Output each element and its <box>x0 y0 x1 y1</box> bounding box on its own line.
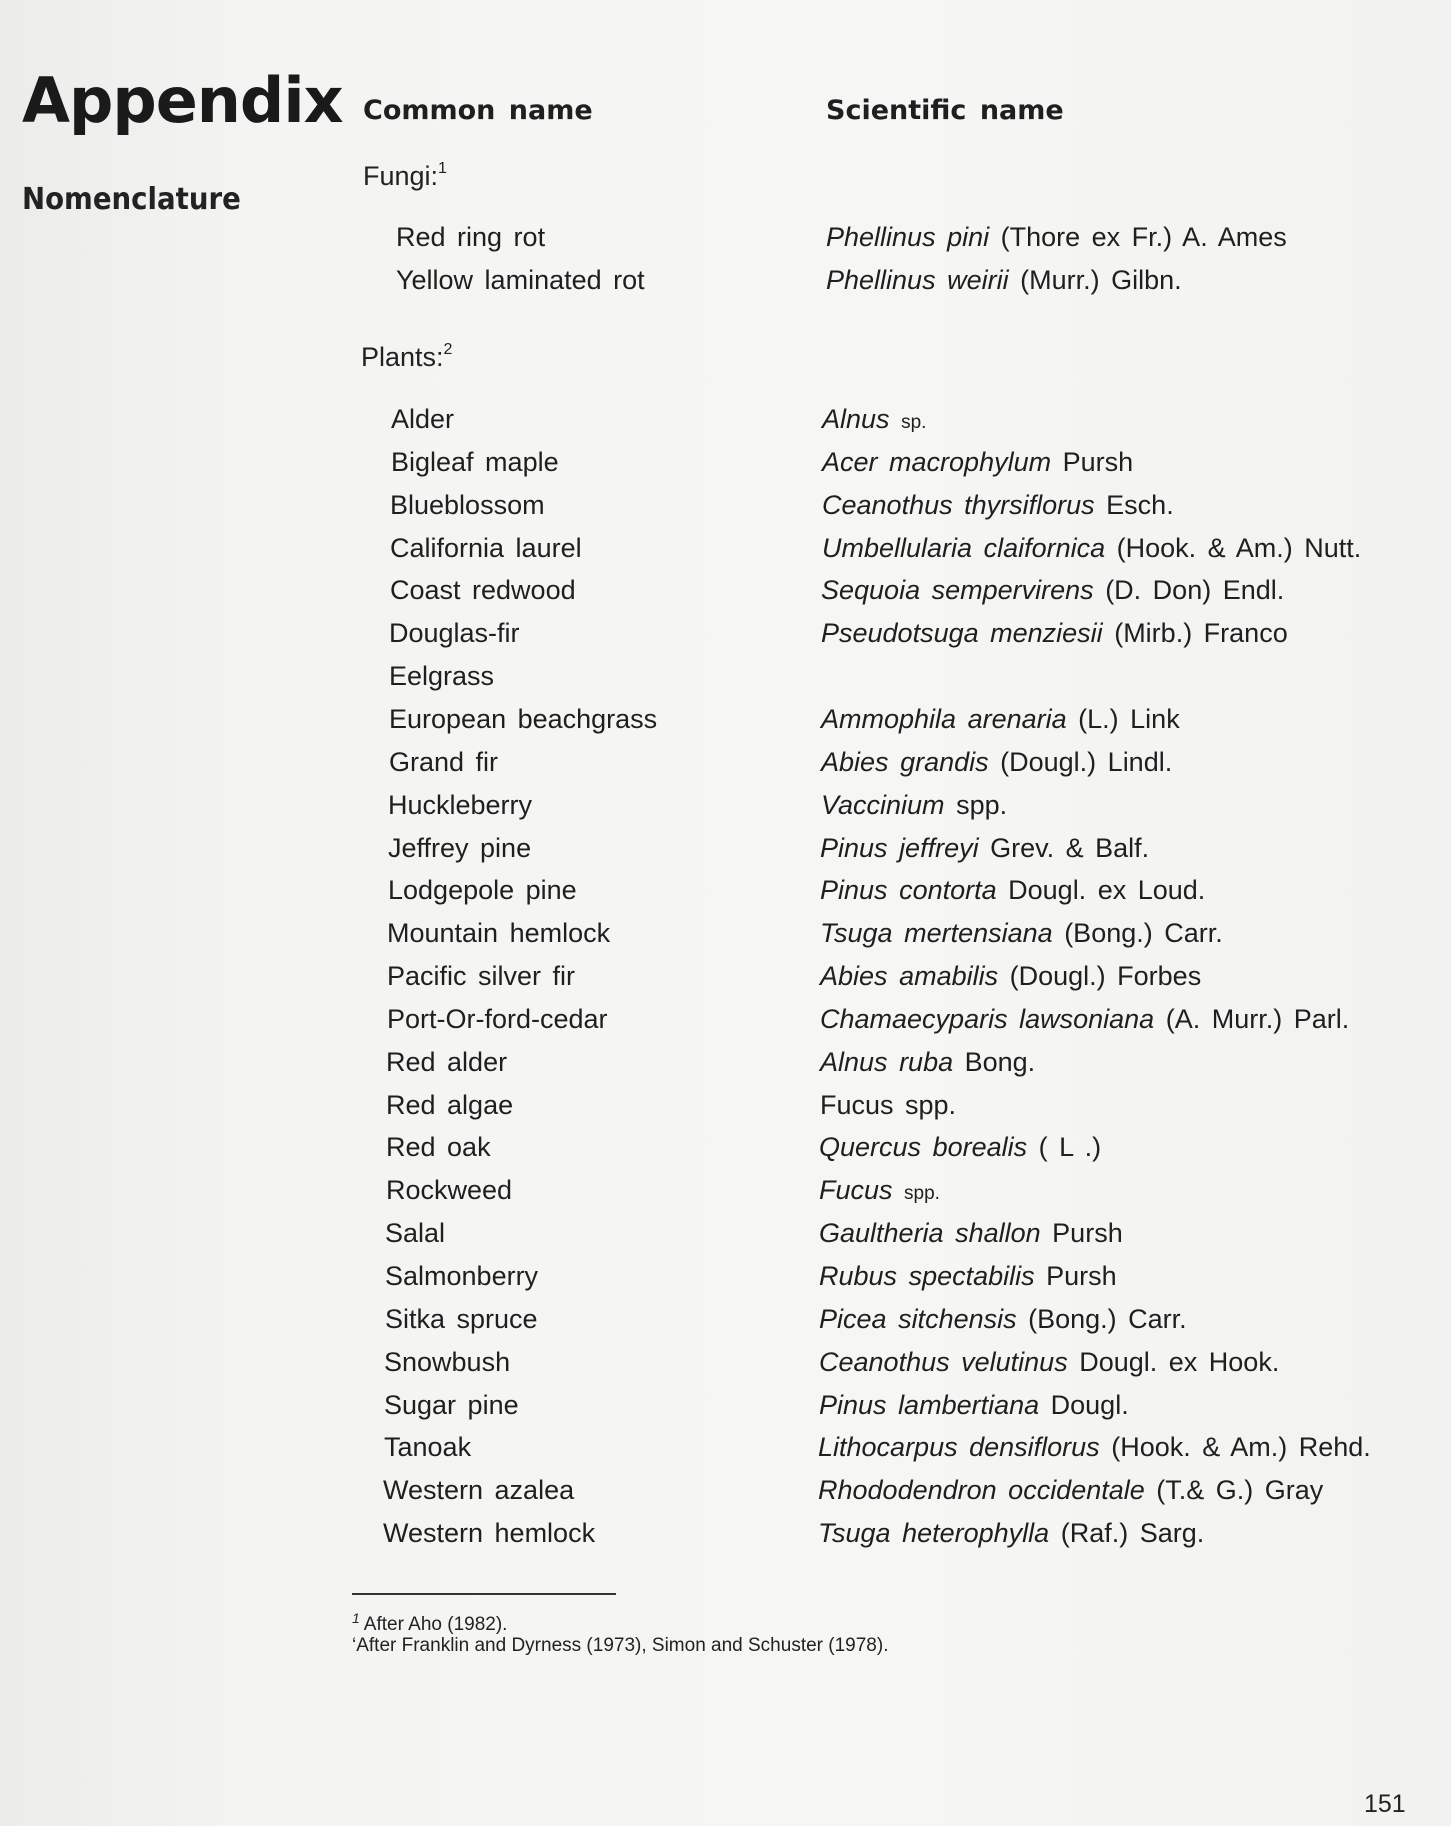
common-name: Yellow laminated rot <box>396 265 645 295</box>
authority-citation: (Raf.) Sarg. <box>1060 1518 1205 1548</box>
genus-name: Rhododendron <box>818 1475 997 1505</box>
species-epithet: claifornica <box>983 533 1106 563</box>
species-epithet: densiflorus <box>969 1432 1100 1462</box>
genus-name: Ceanothus <box>819 1347 950 1377</box>
scientific-name <box>822 533 1361 564</box>
species-epithet: velutinus <box>961 1347 1068 1377</box>
scientific-name <box>821 790 1007 821</box>
footnote-2-text: ‘After Franklin and Dyrness (1973), Simon and Schuster (1978). <box>352 1635 889 1656</box>
species-epithet: shallon <box>955 1218 1041 1248</box>
plants-label: Plants: <box>361 342 444 372</box>
scientific-name <box>820 961 1201 992</box>
species-epithet: mertensiana <box>904 918 1053 948</box>
species-epithet: ruba <box>899 1047 954 1077</box>
authority-citation: (T.& G.) Gray <box>1156 1475 1324 1505</box>
common-name: Snowbush <box>384 1347 511 1377</box>
genus-name: Quercus <box>819 1132 922 1162</box>
species-epithet: sempervirens <box>931 575 1094 605</box>
authority-citation: Pursh <box>1046 1261 1117 1291</box>
scientific-name <box>819 1218 1123 1249</box>
footnote-1 <box>352 1610 507 1636</box>
scientific-name <box>822 490 1174 521</box>
scientific-name <box>820 1090 956 1121</box>
authority-citation: Esch. <box>1106 490 1174 520</box>
footnote-1-mark: 1 <box>352 1610 360 1626</box>
genus-name: Sequoia <box>821 575 921 605</box>
authority-citation: (Hook. & Am.) Rehd. <box>1111 1432 1371 1462</box>
species-epithet: occidentale <box>1008 1475 1145 1505</box>
authority-citation: Pursh <box>1062 447 1134 477</box>
scientific-name <box>821 575 1284 606</box>
common-name: Jeffrey pine <box>388 833 532 863</box>
genus-name: Alnus <box>820 1047 888 1077</box>
scientific-name <box>820 833 1149 864</box>
scientific-name-header: Scientific name <box>826 95 1064 126</box>
genus-name: Rubus <box>819 1261 898 1291</box>
small-abbreviation: spp. <box>904 1183 940 1204</box>
fungi-label: Fungi: <box>363 161 439 191</box>
species-epithet: thyrsiflorus <box>964 490 1095 520</box>
scientific-name <box>819 1304 1187 1335</box>
scientific-name <box>822 447 1133 478</box>
page-number: 151 <box>1364 1790 1406 1818</box>
authority-citation: (Dougl.) Forbes <box>1009 961 1202 991</box>
species-epithet: borealis <box>932 1132 1028 1162</box>
scientific-name <box>826 222 1287 253</box>
species-epithet: spectabilis <box>908 1261 1035 1291</box>
scientific-name <box>818 1432 1371 1463</box>
common-name: Tanoak <box>384 1432 472 1462</box>
common-name: Coast redwood <box>390 575 576 605</box>
genus-name: Abies <box>820 961 888 991</box>
common-name: Pacific silver fir <box>387 961 576 991</box>
plants-group-label <box>361 341 452 373</box>
genus-name: Pinus <box>820 833 888 863</box>
authority-citation: Dougl. ex Hook. <box>1079 1347 1280 1377</box>
genus-name: Picea <box>819 1304 887 1334</box>
common-name: Huckleberry <box>388 790 533 820</box>
scientific-name <box>819 1347 1279 1378</box>
scientific-name <box>822 404 926 435</box>
scientific-name <box>819 1390 1129 1421</box>
species-epithet: arenaria <box>967 704 1067 734</box>
genus-name: Chamaecyparis <box>820 1004 1008 1034</box>
genus-name: Acer <box>822 447 878 477</box>
common-name: Sitka spruce <box>385 1304 538 1334</box>
authority-citation: ( L .) <box>1038 1132 1102 1162</box>
authority-citation: (Mirb.) Franco <box>1114 618 1288 648</box>
genus-name: Pseudotsuga <box>821 618 979 648</box>
species-epithet: jeffreyi <box>899 833 979 863</box>
authority-citation: spp. <box>956 790 1008 820</box>
genus-name: Vaccinium <box>821 790 945 820</box>
genus-name: Tsuga <box>818 1518 891 1548</box>
common-name: Red oak <box>386 1132 491 1162</box>
species-epithet: heterophylla <box>902 1518 1050 1548</box>
genus-name: Tsuga <box>820 918 893 948</box>
common-name-header: Common name <box>363 95 593 126</box>
species-epithet: lambertiana <box>898 1390 1040 1420</box>
genus-name: Gaultheria <box>819 1218 944 1248</box>
species-epithet: grandis <box>900 747 989 777</box>
species-epithet: lawsoniana <box>1019 1004 1155 1034</box>
genus-name: Fucus <box>819 1175 893 1205</box>
authority-citation: (Bong.) Carr. <box>1064 918 1223 948</box>
genus-name: Phellinus <box>826 222 936 252</box>
species-epithet: pini <box>947 222 990 252</box>
scientific-name <box>821 704 1180 735</box>
genus-name: Umbellularia <box>822 533 973 563</box>
section-title: Nomenclature <box>22 182 241 217</box>
footnote-1-text: After Aho (1982). <box>363 1614 508 1635</box>
genus-name: Ceanothus <box>822 490 953 520</box>
common-name: Alder <box>391 404 455 434</box>
authority-citation: (L.) Link <box>1078 704 1180 734</box>
species-epithet: sitchensis <box>898 1304 1017 1334</box>
scientific-name <box>820 918 1223 949</box>
common-name: Salal <box>385 1218 446 1248</box>
common-name: Rockweed <box>386 1175 513 1205</box>
authority-citation: (Murr.) Gilbn. <box>1020 265 1182 295</box>
common-name: Sugar pine <box>384 1390 519 1420</box>
genus-name: Pinus <box>819 1390 887 1420</box>
species-epithet: amabilis <box>899 961 999 991</box>
authority-citation: Bong. <box>964 1047 1036 1077</box>
common-name: Red ring rot <box>396 222 546 252</box>
scientific-name <box>819 1132 1101 1163</box>
scientific-name <box>818 1475 1323 1506</box>
authority-citation: Pursh <box>1052 1218 1123 1248</box>
authority-citation: (D. Don) Endl. <box>1105 575 1285 605</box>
common-name: Red alder <box>386 1047 508 1077</box>
scientific-name <box>821 747 1172 778</box>
authority-citation: Fucus spp. <box>820 1090 957 1120</box>
authority-citation: (Bong.) Carr. <box>1028 1304 1187 1334</box>
fungi-group-label <box>363 160 447 192</box>
scientific-name <box>819 1175 940 1206</box>
common-name: Western azalea <box>383 1475 575 1505</box>
common-name: Lodgepole pine <box>388 875 577 905</box>
species-epithet: menziesii <box>990 618 1103 648</box>
species-epithet: contorta <box>899 875 997 905</box>
authority-citation: Grev. & Balf. <box>990 833 1150 863</box>
common-name: Western hemlock <box>383 1518 596 1548</box>
genus-name: Phellinus <box>826 265 936 295</box>
common-name: Port-Or-ford-cedar <box>387 1004 608 1034</box>
authority-citation: Dougl. <box>1050 1390 1129 1420</box>
common-name: Mountain hemlock <box>387 918 611 948</box>
common-name: European beachgrass <box>389 704 658 734</box>
authority-citation: (A. Murr.) Parl. <box>1165 1004 1350 1034</box>
genus-name: Abies <box>821 747 889 777</box>
species-epithet: macrophylum <box>889 447 1052 477</box>
genus-name: Lithocarpus <box>818 1432 958 1462</box>
scientific-name <box>820 1047 1035 1078</box>
scientific-name <box>818 1518 1204 1549</box>
footnote-rule <box>352 1593 616 1595</box>
common-name: Grand fir <box>389 747 499 777</box>
scientific-name <box>820 1004 1349 1035</box>
scientific-name <box>819 1261 1117 1292</box>
genus-name: Pinus <box>820 875 888 905</box>
common-name: Eelgrass <box>389 661 495 691</box>
scientific-name <box>821 618 1288 649</box>
authority-citation: Dougl. ex Loud. <box>1008 875 1206 905</box>
common-name: Blueblossom <box>390 490 545 520</box>
appendix-title: Appendix <box>22 64 343 137</box>
common-name: Salmonberry <box>385 1261 539 1291</box>
footnote-2 <box>352 1635 888 1657</box>
common-name: California laurel <box>390 533 582 563</box>
genus-name: Ammophila <box>821 704 957 734</box>
common-name: Red algae <box>386 1090 514 1120</box>
common-name: Bigleaf maple <box>391 447 559 477</box>
authority-citation: (Hook. & Am.) Nutt. <box>1116 533 1362 563</box>
fungi-footnote-ref: 1 <box>438 160 447 177</box>
scientific-name <box>826 265 1182 296</box>
authority-citation: (Thore ex Fr.) A. Ames <box>1000 222 1287 252</box>
small-abbreviation: sp. <box>901 412 927 433</box>
common-name: Douglas-fir <box>389 618 520 648</box>
species-epithet: weirii <box>947 265 1009 295</box>
authority-citation: (Dougl.) Lindl. <box>1000 747 1173 777</box>
genus-name: Alnus <box>822 404 890 434</box>
scientific-name <box>820 875 1205 906</box>
plants-footnote-ref: 2 <box>443 341 453 358</box>
